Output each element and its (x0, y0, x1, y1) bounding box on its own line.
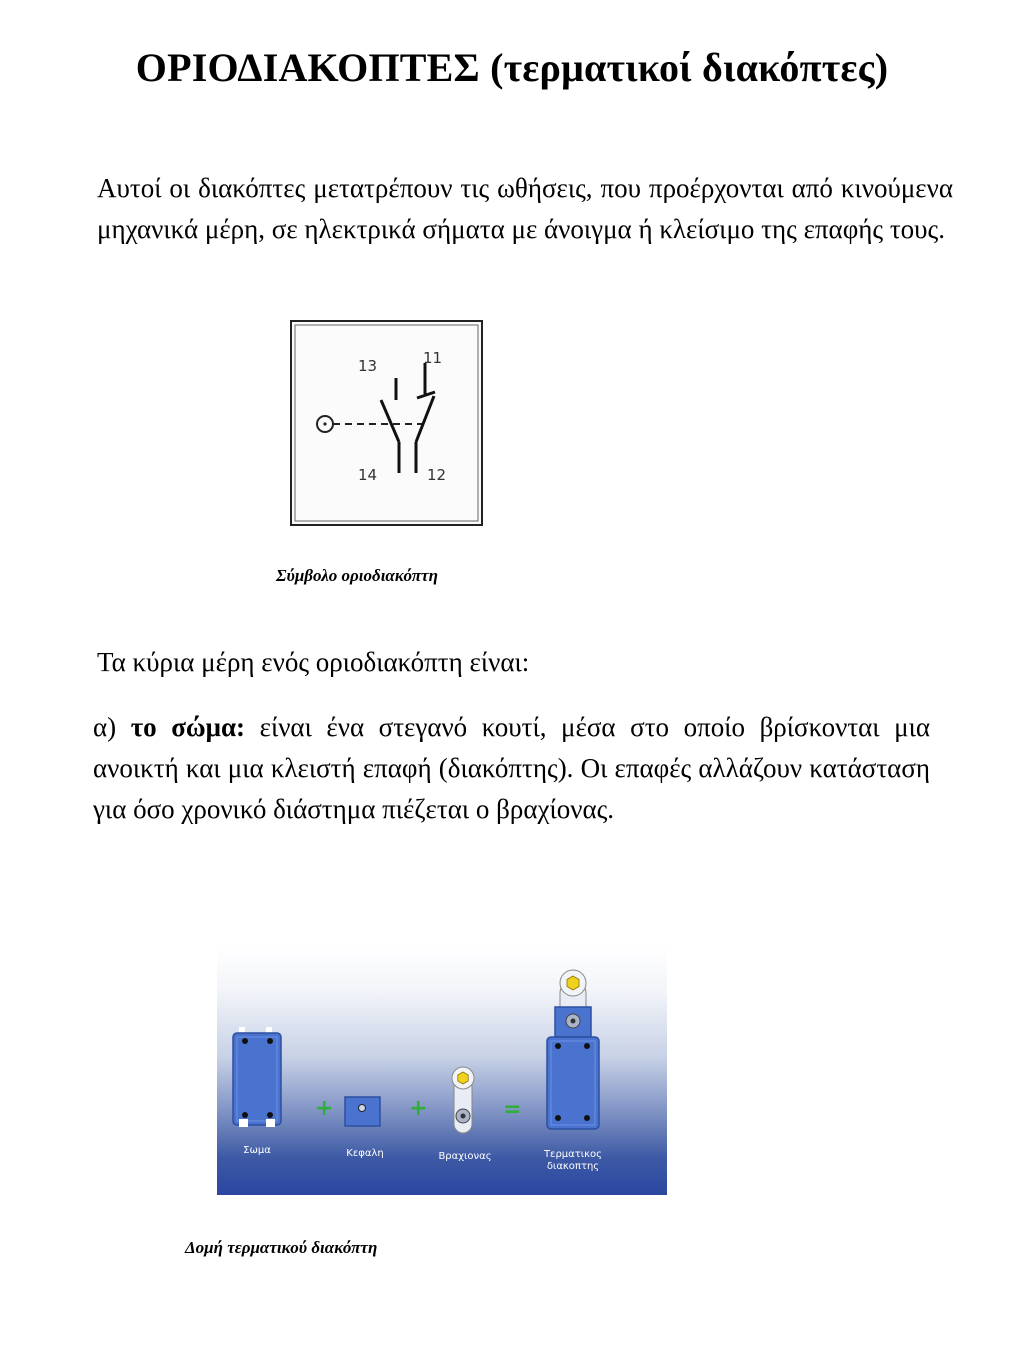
label-head: Κεφαλη (346, 1148, 384, 1159)
part-a-paragraph (93, 707, 930, 830)
label-arm: Βραχιονας (438, 1151, 492, 1162)
arm-part (452, 1067, 474, 1133)
terminal-14: 14 (358, 466, 378, 484)
page-title: ΟΡΙΟΔΙΑΚΟΠΤΕΣ (τερματικοί διακόπτες) (135, 45, 889, 90)
body-part (233, 1027, 281, 1127)
part-a-prefix: α) (93, 712, 117, 742)
label-result: Τερματικος διακοπτης (543, 1149, 603, 1172)
equals-sign: = (503, 1097, 522, 1122)
part-a-term: το σώμα: (130, 712, 246, 742)
complete-switch (547, 970, 599, 1129)
intro-paragraph: Αυτοί οι διακόπτες μετατρέπουν τις ωθήσεις, που προέρχονται από κινούμενα μηχανικά μέρη, σε ηλεκτρικά σήματα με άνοιγμα ή κλείσιμο της επαφής τους. (97, 173, 953, 244)
terminal-11: 11 (423, 349, 443, 367)
symbol-caption: Σύμβολο οριοδιακόπτη (276, 566, 438, 585)
parts-intro: Τα κύρια μέρη ενός οριοδιακόπτη είναι: (97, 647, 530, 677)
terminal-12: 12 (427, 466, 447, 484)
terminal-13: 13 (358, 357, 378, 375)
head-part (345, 1097, 380, 1126)
part-a-text: είναι ένα στεγανό κουτί, μέσα στο οποίο βρίσκονται μια ανοικτή και μια κλειστή επαφή (διακόπτης). Οι επαφές αλλάζουν κατάσταση για όσο χρονικό διάστημα πιέζεται ο βραχίονας. (93, 712, 931, 824)
assembly-caption: Δομή τερματικού διακόπτη (185, 1238, 378, 1257)
plus-sign-1: + (315, 1096, 334, 1121)
label-body: Σωμα (243, 1145, 271, 1156)
switch-assembly-image (217, 945, 667, 1195)
limit-switch-symbol (287, 318, 487, 528)
plus-sign-2: + (409, 1096, 428, 1121)
